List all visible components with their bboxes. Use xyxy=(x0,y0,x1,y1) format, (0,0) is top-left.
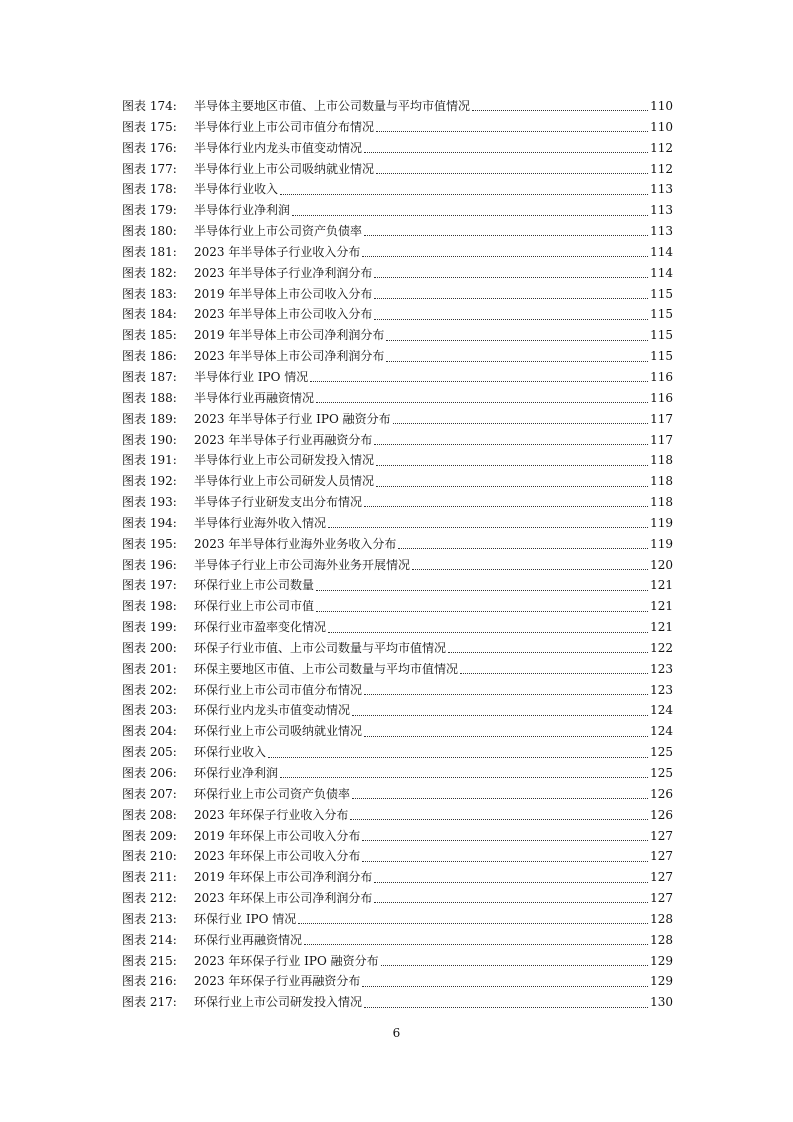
figure-title: 环保主要地区市值、上市公司数量与平均市值情况 xyxy=(194,661,459,676)
toc-entry[interactable] xyxy=(122,888,673,909)
toc-entry[interactable] xyxy=(122,117,673,138)
figure-page-number: 114 xyxy=(650,265,673,280)
figure-label: 图表 203: xyxy=(122,703,177,718)
dot-leader xyxy=(298,922,648,924)
figure-label: 图表 212: xyxy=(122,891,177,906)
toc-entry[interactable] xyxy=(122,200,673,221)
toc-entry[interactable] xyxy=(122,450,673,471)
dot-leader xyxy=(374,276,648,278)
dot-leader xyxy=(376,485,648,487)
figure-label: 图表 174: xyxy=(122,99,177,113)
figure-page-number: 115 xyxy=(650,349,673,364)
toc-entry[interactable] xyxy=(122,971,673,992)
figure-page-number: 126 xyxy=(650,786,673,801)
dot-leader xyxy=(362,860,648,862)
dot-leader xyxy=(364,693,648,695)
toc-entry[interactable] xyxy=(122,930,673,951)
figure-page-number: 125 xyxy=(650,766,673,780)
figure-label: 图表 195: xyxy=(122,536,177,551)
figure-title: 半导体主要地区市值、上市公司数量与平均市值情况 xyxy=(194,99,471,113)
figure-label: 图表 210: xyxy=(122,849,177,864)
toc-entry[interactable] xyxy=(122,367,673,388)
toc-entry[interactable] xyxy=(122,700,673,721)
dot-leader xyxy=(398,547,648,549)
figure-title: 半导体子行业上市公司海外业务开展情况 xyxy=(194,557,411,572)
figure-label: 图表 217: xyxy=(122,995,177,1010)
figure-page-number: 118 xyxy=(650,453,673,468)
figure-page-number: 127 xyxy=(650,870,673,885)
toc-entry[interactable] xyxy=(122,409,673,430)
figure-title: 环保行业收入 xyxy=(194,745,267,760)
toc-entry[interactable] xyxy=(122,575,673,596)
figure-title: 半导体行业再融资情况 xyxy=(194,390,315,405)
toc-entry[interactable] xyxy=(122,159,673,180)
figure-page-number: 129 xyxy=(650,974,673,989)
figure-label: 图表 207: xyxy=(122,786,177,801)
figure-label: 图表 191: xyxy=(122,453,177,468)
figure-label: 图表 198: xyxy=(122,599,177,614)
figure-label: 图表 211: xyxy=(122,870,177,885)
figure-title: 2023 年半导体子行业再融资分布 xyxy=(194,432,373,447)
figure-label: 图表 189: xyxy=(122,411,177,426)
figure-title: 2019 年半导体上市公司净利润分布 xyxy=(194,328,385,343)
figure-label: 图表 180: xyxy=(122,224,177,239)
figure-page-number: 112 xyxy=(650,140,673,155)
toc-entry[interactable] xyxy=(122,513,673,534)
toc-entry[interactable] xyxy=(122,596,673,617)
figure-title: 2019 年半导体上市公司收入分布 xyxy=(194,286,373,301)
figure-page-number: 120 xyxy=(650,557,673,572)
toc-entry[interactable] xyxy=(122,263,673,284)
figure-page-number: 128 xyxy=(650,932,673,947)
page-number: 6 xyxy=(392,1026,401,1040)
figure-page-number: 110 xyxy=(650,99,673,113)
figure-label: 图表 201: xyxy=(122,661,177,676)
toc-entry[interactable] xyxy=(122,826,673,847)
figure-label: 图表 175: xyxy=(122,119,177,134)
dot-leader xyxy=(292,214,648,216)
dot-leader xyxy=(316,610,648,612)
figure-page-number: 127 xyxy=(650,849,673,864)
dot-leader xyxy=(412,568,648,570)
dot-leader xyxy=(381,964,648,966)
figure-label: 图表 186: xyxy=(122,349,177,364)
toc-entry[interactable] xyxy=(122,430,673,451)
figure-title: 2023 年半导体子行业 IPO 融资分布 xyxy=(194,411,391,426)
dot-leader xyxy=(362,839,648,841)
toc-entry[interactable] xyxy=(122,680,673,701)
toc-entry[interactable] xyxy=(122,617,673,638)
figure-page-number: 121 xyxy=(650,620,673,635)
toc-entry[interactable] xyxy=(122,96,673,117)
toc-entry[interactable] xyxy=(122,284,673,305)
figure-list xyxy=(122,96,673,1013)
toc-entry[interactable] xyxy=(122,846,673,867)
toc-entry[interactable] xyxy=(122,534,673,555)
dot-leader xyxy=(472,109,648,111)
figure-label: 图表 208: xyxy=(122,807,177,822)
figure-page-number: 117 xyxy=(650,432,673,447)
dot-leader xyxy=(376,464,648,466)
figure-title: 环保行业上市公司吸纳就业情况 xyxy=(194,724,363,739)
figure-label: 图表 213: xyxy=(122,911,177,926)
figure-title: 2023 年半导体上市公司收入分布 xyxy=(194,307,373,322)
dot-leader xyxy=(268,756,648,758)
figure-page-number: 122 xyxy=(650,640,673,655)
toc-entry[interactable] xyxy=(122,555,673,576)
toc-entry[interactable] xyxy=(122,221,673,242)
figure-label: 图表 204: xyxy=(122,724,177,739)
dot-leader xyxy=(362,985,648,987)
figure-title: 2023 年环保上市公司净利润分布 xyxy=(194,891,373,906)
toc-entry[interactable] xyxy=(122,179,673,200)
dot-leader xyxy=(362,255,648,257)
figure-title: 半导体子行业研发支出分布情况 xyxy=(194,495,363,510)
figure-label: 图表 179: xyxy=(122,203,177,218)
figure-page-number: 121 xyxy=(650,578,673,593)
figure-page-number: 126 xyxy=(650,807,673,822)
dot-leader xyxy=(364,151,648,153)
toc-entry[interactable] xyxy=(122,742,673,763)
dot-leader xyxy=(364,1006,648,1008)
figure-label: 图表 176: xyxy=(122,140,177,155)
figure-page-number: 123 xyxy=(650,682,673,697)
figure-label: 图表 209: xyxy=(122,828,177,843)
dot-leader xyxy=(304,943,648,945)
toc-entry[interactable] xyxy=(122,763,673,784)
figure-label: 图表 188: xyxy=(122,390,177,405)
dot-leader xyxy=(393,422,648,424)
figure-page-number: 117 xyxy=(650,411,673,426)
figure-label: 图表 183: xyxy=(122,286,177,301)
toc-entry[interactable] xyxy=(122,138,673,159)
dot-leader xyxy=(460,672,648,674)
figure-title: 半导体行业上市公司吸纳就业情况 xyxy=(194,161,375,176)
figure-title: 2023 年半导体行业海外业务收入分布 xyxy=(194,536,397,551)
dot-leader xyxy=(374,881,648,883)
figure-label: 图表 196: xyxy=(122,557,177,572)
figure-label: 图表 216: xyxy=(122,974,177,989)
figure-page-number: 113 xyxy=(650,182,673,197)
dot-leader xyxy=(448,651,648,653)
figure-page-number: 110 xyxy=(650,119,673,134)
figure-title: 环保行业内龙头市值变动情况 xyxy=(194,703,351,718)
toc-entry[interactable] xyxy=(122,492,673,513)
figure-title: 2019 年环保上市公司净利润分布 xyxy=(194,870,373,885)
toc-entry[interactable] xyxy=(122,721,673,742)
dot-leader xyxy=(352,797,648,799)
figure-page-number: 116 xyxy=(650,369,673,384)
figure-title: 半导体行业净利润 xyxy=(194,203,291,218)
figure-label: 图表 182: xyxy=(122,265,177,280)
dot-leader xyxy=(328,526,648,528)
figure-title: 半导体行业上市公司研发投入情况 xyxy=(194,453,375,468)
dot-leader xyxy=(364,505,648,507)
figure-title: 环保行业上市公司市值 xyxy=(194,599,315,614)
figure-label: 图表 206: xyxy=(122,766,177,780)
dot-leader xyxy=(376,130,648,132)
dot-leader xyxy=(376,172,648,174)
figure-title: 半导体行业收入 xyxy=(194,182,279,197)
figure-label: 图表 187: xyxy=(122,369,177,384)
figure-label: 图表 193: xyxy=(122,495,177,510)
dot-leader xyxy=(328,631,648,633)
figure-title: 环保行业再融资情况 xyxy=(194,932,303,947)
figure-label: 图表 190: xyxy=(122,432,177,447)
toc-entry[interactable] xyxy=(122,659,673,680)
toc-entry[interactable] xyxy=(122,638,673,659)
dot-leader xyxy=(350,818,648,820)
figure-title: 半导体行业上市公司研发人员情况 xyxy=(194,474,375,489)
toc-entry[interactable] xyxy=(122,242,673,263)
figure-page-number: 112 xyxy=(650,161,673,176)
figure-label: 图表 177: xyxy=(122,161,177,176)
dot-leader xyxy=(316,589,648,591)
toc-entry[interactable] xyxy=(122,805,673,826)
figure-title: 半导体行业上市公司资产负债率 xyxy=(194,224,363,239)
toc-entry[interactable] xyxy=(122,784,673,805)
toc-entry[interactable] xyxy=(122,388,673,409)
dot-leader xyxy=(374,901,648,903)
figure-page-number: 128 xyxy=(650,911,673,926)
dot-leader xyxy=(386,360,648,362)
figure-page-number: 123 xyxy=(650,661,673,676)
figure-label: 图表 214: xyxy=(122,932,177,947)
figure-page-number: 127 xyxy=(650,891,673,906)
figure-label: 图表 202: xyxy=(122,682,177,697)
figure-page-number: 115 xyxy=(650,286,673,301)
figure-title: 2023 年半导体子行业收入分布 xyxy=(194,244,361,259)
figure-page-number: 125 xyxy=(650,745,673,760)
dot-leader xyxy=(316,401,648,403)
figure-title: 环保子行业市值、上市公司数量与平均市值情况 xyxy=(194,640,447,655)
figure-page-number: 121 xyxy=(650,599,673,614)
figure-title: 2023 年环保子行业收入分布 xyxy=(194,807,349,822)
figure-title: 环保行业上市公司市值分布情况 xyxy=(194,682,363,697)
toc-entry[interactable] xyxy=(122,867,673,888)
dot-leader xyxy=(374,297,648,299)
toc-entry[interactable] xyxy=(122,471,673,492)
figure-title: 半导体行业内龙头市值变动情况 xyxy=(194,140,363,155)
toc-entry[interactable] xyxy=(122,325,673,346)
figure-label: 图表 192: xyxy=(122,474,177,489)
figure-label: 图表 199: xyxy=(122,620,177,635)
figure-title: 环保行业上市公司资产负债率 xyxy=(194,786,351,801)
toc-entry[interactable] xyxy=(122,909,673,930)
dot-leader xyxy=(280,193,648,195)
figure-page-number: 118 xyxy=(650,474,673,489)
figure-page-number: 113 xyxy=(650,203,673,218)
dot-leader xyxy=(310,380,648,382)
figure-page-number: 129 xyxy=(650,953,673,968)
figure-label: 图表 178: xyxy=(122,182,177,197)
figure-title: 半导体行业上市公司市值分布情况 xyxy=(194,119,375,134)
figure-label: 图表 181: xyxy=(122,244,177,259)
figure-page-number: 118 xyxy=(650,495,673,510)
figure-title: 2023 年环保上市公司收入分布 xyxy=(194,849,361,864)
figure-label: 图表 197: xyxy=(122,578,177,593)
figure-page-number: 127 xyxy=(650,828,673,843)
figure-title: 2023 年半导体子行业净利润分布 xyxy=(194,265,373,280)
figure-page-number: 124 xyxy=(650,724,673,739)
figure-page-number: 116 xyxy=(650,390,673,405)
dot-leader xyxy=(364,234,648,236)
figure-title: 半导体行业 IPO 情况 xyxy=(194,369,309,384)
figure-page-number: 115 xyxy=(650,307,673,322)
figure-page-number: 113 xyxy=(650,224,673,239)
figure-page-number: 130 xyxy=(650,995,673,1010)
toc-entry[interactable] xyxy=(122,951,673,972)
figure-title: 环保行业 IPO 情况 xyxy=(194,911,297,926)
figure-page-number: 119 xyxy=(650,536,673,551)
figure-title: 环保行业上市公司数量 xyxy=(194,578,315,593)
figure-page-number: 124 xyxy=(650,703,673,718)
dot-leader xyxy=(364,735,648,737)
dot-leader xyxy=(374,318,648,320)
figure-title: 2023 年半导体上市公司净利润分布 xyxy=(194,349,385,364)
figure-title: 半导体行业海外收入情况 xyxy=(194,515,327,530)
toc-entry[interactable] xyxy=(122,304,673,325)
figure-title: 2023 年环保子行业再融资分布 xyxy=(194,974,361,989)
toc-entry[interactable] xyxy=(122,346,673,367)
figure-page-number: 119 xyxy=(650,515,673,530)
toc-entry[interactable] xyxy=(122,992,673,1013)
figure-title: 2023 年环保子行业 IPO 融资分布 xyxy=(194,953,379,968)
figure-page-number: 114 xyxy=(650,244,673,259)
figure-label: 图表 205: xyxy=(122,745,177,760)
figure-label: 图表 200: xyxy=(122,640,177,655)
figure-title: 2019 年环保上市公司收入分布 xyxy=(194,828,361,843)
figure-label: 图表 194: xyxy=(122,515,177,530)
dot-leader xyxy=(374,443,648,445)
figure-title: 环保行业净利润 xyxy=(194,766,279,780)
figure-page-number: 115 xyxy=(650,328,673,343)
dot-leader xyxy=(386,339,648,341)
figure-label: 图表 184: xyxy=(122,307,177,322)
figure-title: 环保行业上市公司研发投入情况 xyxy=(194,995,363,1010)
figure-label: 图表 185: xyxy=(122,328,177,343)
figure-title: 环保行业市盈率变化情况 xyxy=(194,620,327,635)
dot-leader xyxy=(352,714,648,716)
figure-label: 图表 215: xyxy=(122,953,177,968)
dot-leader xyxy=(280,776,648,778)
